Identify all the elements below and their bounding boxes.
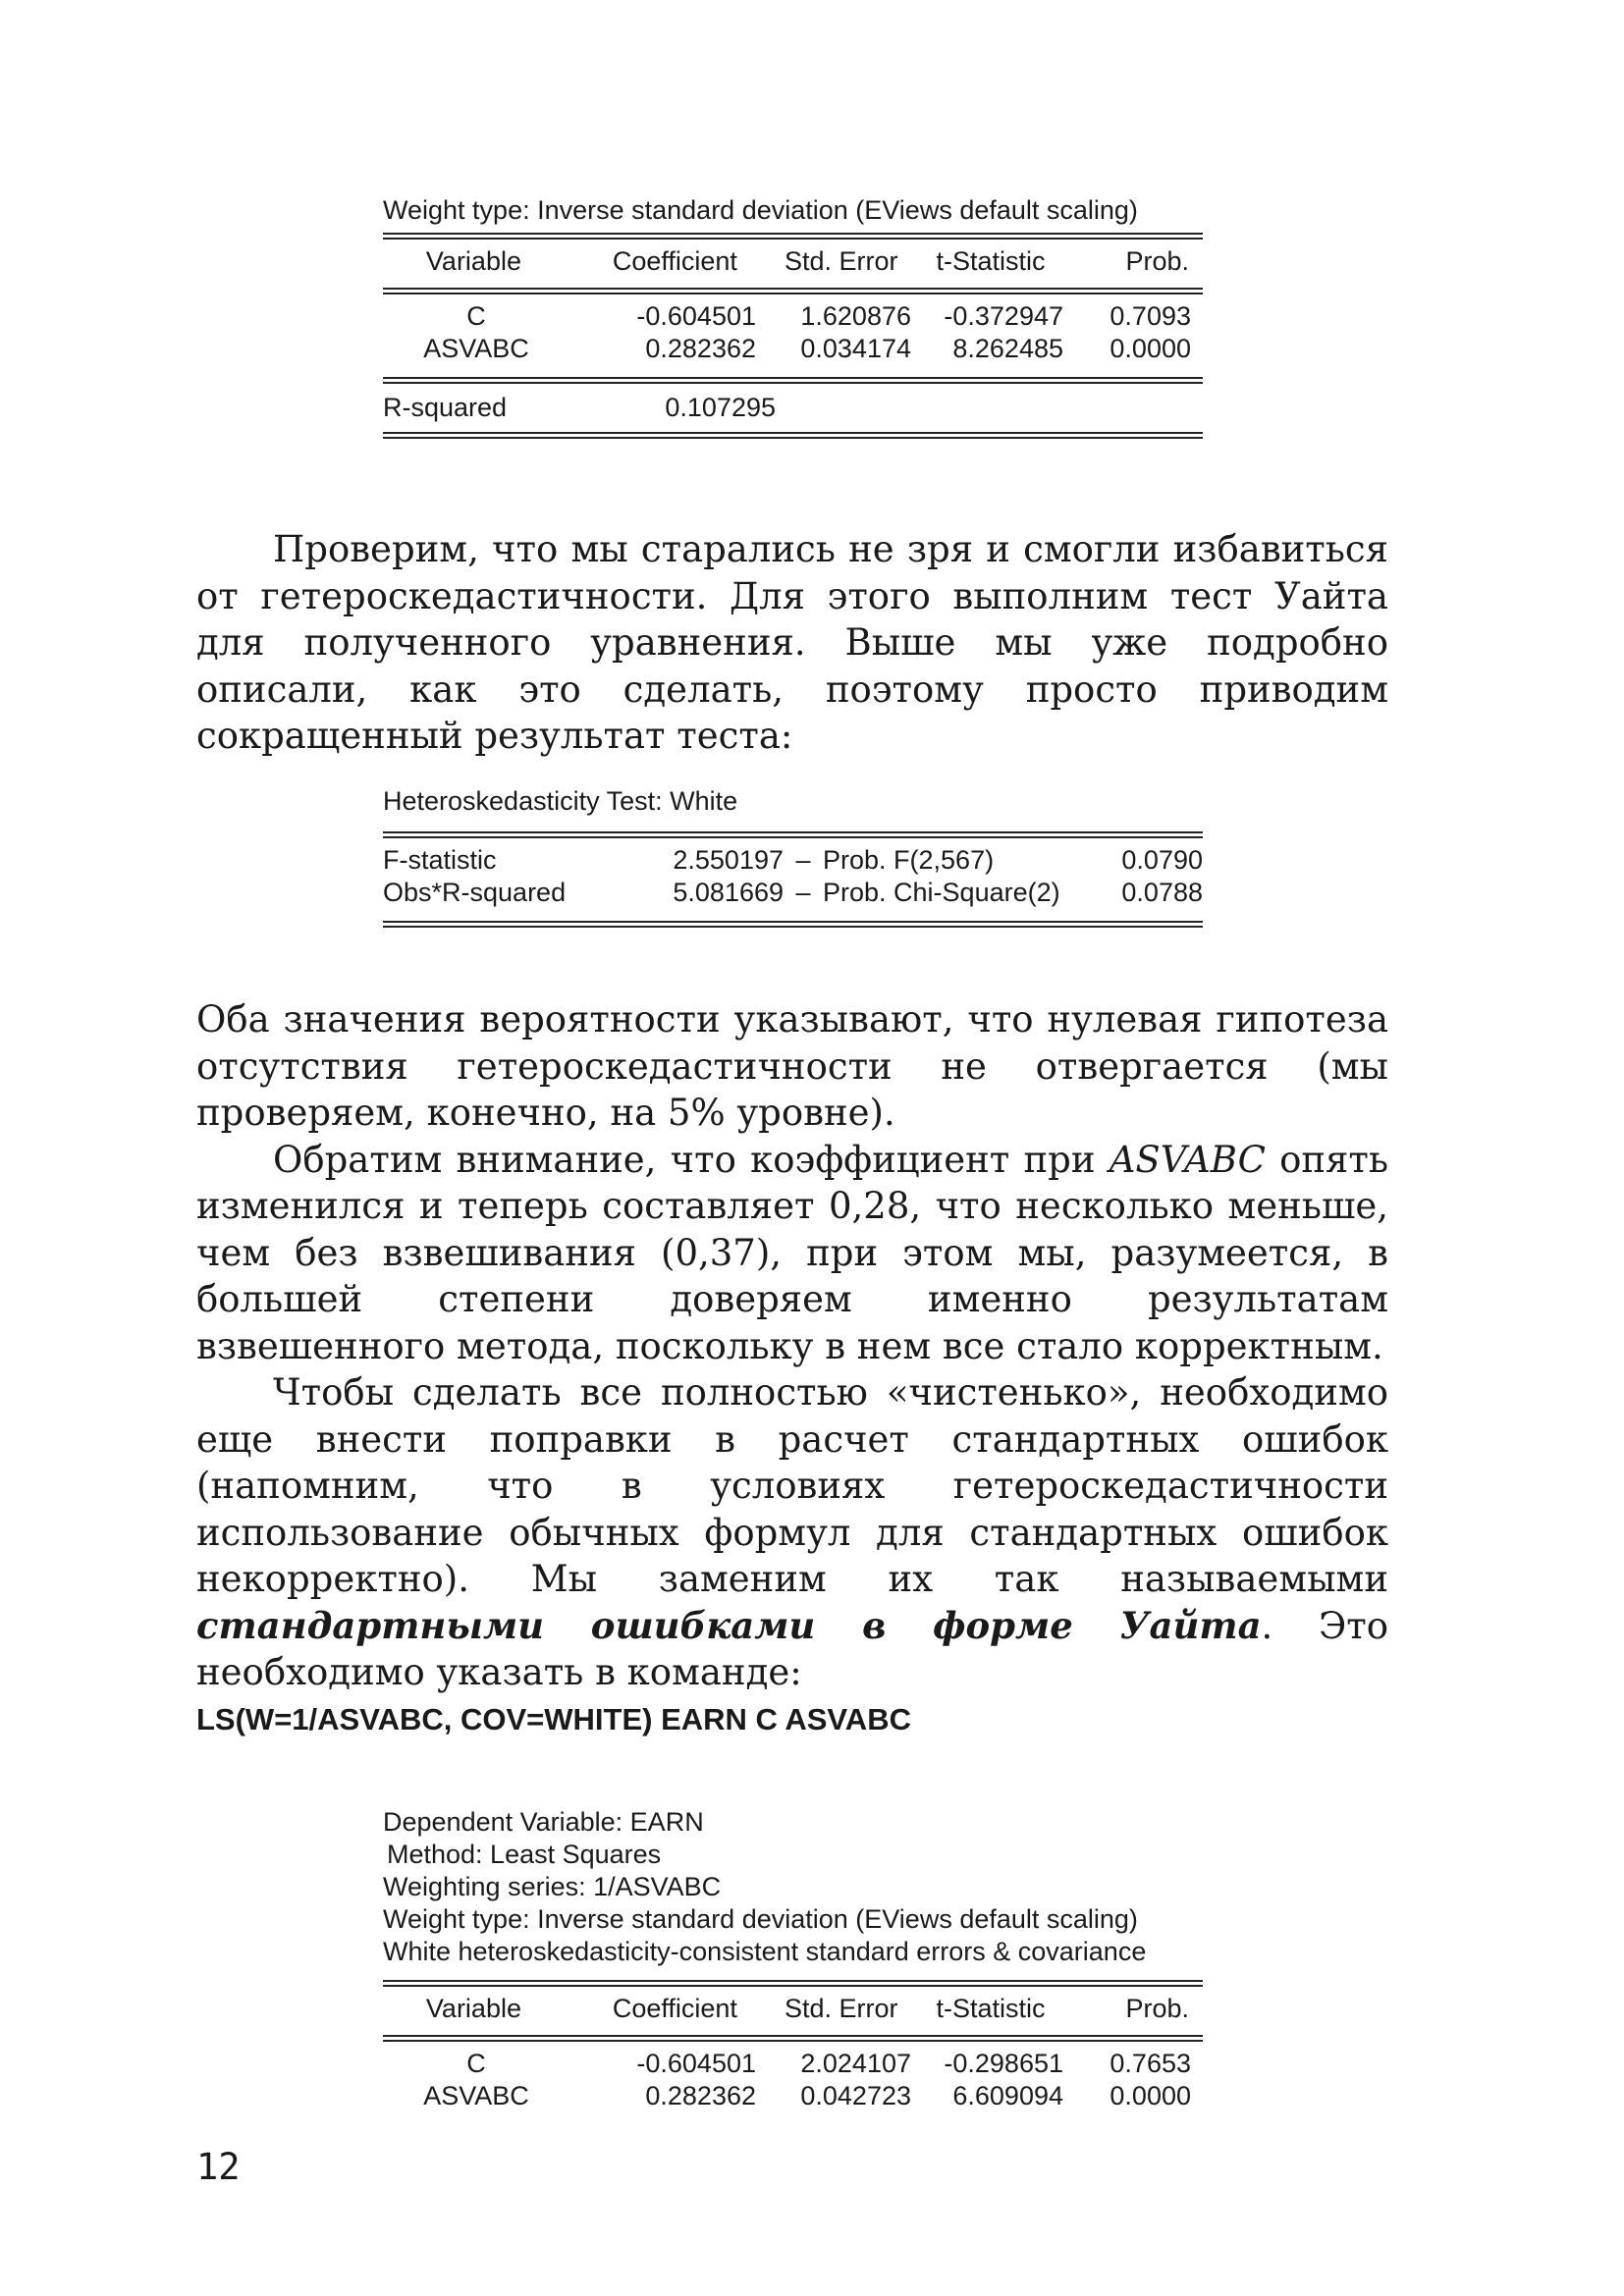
weight-type-line: Weight type: Inverse standard deviation (EViews default scaling) [383,195,1138,225]
table-rule [383,831,1203,838]
eviews-command: LS(W=1/ASVABC, COV=WHITE) EARN C ASVABC [196,1702,911,1736]
cell-prob: 0.7653 [1110,2049,1191,2078]
cell-coefficient: 0.282362 [645,2081,756,2110]
table-rule [383,288,1203,294]
cell-coefficient: -0.604501 [636,2049,756,2078]
cell-t-statistic: 6.609094 [952,2081,1063,2110]
col-prob: Prob. [1125,1994,1190,2023]
prob-value: 0.0790 [1121,845,1203,875]
col-coefficient: Coefficient [612,246,737,276]
paragraph-4: Чтобы сделать все полностью «чистенько», необходимо еще внести поправки в расчет стандартных ошибок (напомним, что в условиях гетероскедастичности использование обычных формул для стандартных ошибок некорректно). Мы заменим их так называемыми стандартными ошибками в форме Уайта. Это необходимо указать в команде: [196,1371,1388,1693]
table-row [383,844,1203,877]
cell-t-statistic: -0.298651 [944,2049,1063,2078]
weighting-series-line: Weighting series: 1/ASVABC [383,1872,722,1901]
dependent-variable-line: Dependent Variable: EARN [383,1807,704,1837]
table-header-row [383,1993,1203,2025]
table-row [383,300,1203,333]
paragraph-1 [196,526,1388,760]
table-row [383,333,1203,365]
col-std-error: Std. Error [784,1994,898,2023]
cell-prob: 0.0000 [1110,334,1191,363]
stat-value: 5.081669 [673,878,784,907]
stat-label: Obs*R-squared [383,878,567,907]
white-test-title: Heteroskedasticity Test: White [383,786,738,816]
cell-prob: 0.0000 [1110,2081,1191,2110]
r-squared-label: R-squared [383,393,508,422]
cell-std-error: 0.042723 [800,2081,911,2110]
cell-std-error: 0.034174 [800,334,911,363]
cell-variable: C [466,301,486,331]
r-squared-value: 0.107295 [665,393,776,422]
variable-name: ASVABC [1109,1138,1266,1181]
col-prob: Prob. [1125,246,1190,276]
paragraph-1-text: Проверим, что мы старались не зря и смогли избавиться от гетероскедастичности. Для этого выполним тест Уайта для полученного уравнения. Выше мы уже подробно описали, как это сделать, поэтому просто приводим сокращенный результат теста: [196,528,1388,757]
method-line: Method: Least Squares [387,1840,662,1869]
cell-t-statistic: -0.372947 [944,301,1063,331]
table-rule [383,233,1203,240]
cell-std-error: 2.024107 [800,2049,911,2078]
table-row [383,2048,1203,2080]
table-row [383,877,1203,909]
r-squared-row [383,392,1203,424]
col-variable: Variable [425,246,521,276]
cell-variable: C [466,2049,486,2078]
stat-dash: – [795,878,811,907]
cell-coefficient: -0.604501 [636,301,756,331]
page-number: 12 [196,2146,241,2188]
stat-value: 2.550197 [673,845,784,875]
col-t-statistic: t-Statistic [936,1994,1046,2023]
col-variable: Variable [425,1994,521,2023]
weight-type-line: Weight type: Inverse standard deviation (EViews default scaling) [383,1904,1138,1934]
table-rule [383,377,1203,384]
regression-table-1 [383,194,1203,445]
cell-prob: 0.7093 [1110,301,1191,331]
table-rule [383,921,1203,928]
regression-table-2 [383,1806,1203,2112]
prob-value: 0.0788 [1121,878,1203,907]
table-header-row [383,245,1203,278]
prob-label: Prob. F(2,567) [823,845,995,875]
col-coefficient: Coefficient [612,1994,737,2023]
prob-label: Prob. Chi-Square(2) [823,878,1060,907]
white-errors-line: White heteroskedasticity-consistent standard errors & covariance [383,1937,1147,1966]
paragraph-2: Оба значения вероятности указывают, что нулевая гипотеза отсутствия гетероскедастичности не отвергается (мы проверяем, конечно, на 5% уровне). [196,998,1388,1134]
white-test-table [383,785,1203,934]
col-std-error: Std. Error [784,246,898,276]
stat-label: F-statistic [383,845,497,875]
cell-std-error: 1.620876 [800,301,911,331]
cell-coefficient: 0.282362 [645,334,756,363]
stat-dash: – [795,845,811,875]
cell-variable: ASVABC [423,334,529,363]
emphasis-term: стандартными ошибками в форме Уайта [196,1603,1262,1647]
body-text [196,996,1388,1696]
col-t-statistic: t-Statistic [936,246,1046,276]
paragraph-3: Обратим внимание, что коэффициент при ASVABC опять изменился и теперь составляет 0,28, что несколько меньше, чем без взвешивания (0,37), при этом мы, разумеется, в большей степени доверяем именно результатам взвешенного метода, поскольку в нем все стало корректным. [196,1138,1388,1367]
table-rule [383,1980,1203,1987]
cell-variable: ASVABC [423,2081,529,2110]
table-rule [383,2035,1203,2042]
cell-t-statistic: 8.262485 [952,334,1063,363]
table-row [383,2080,1203,2112]
table-rule [383,432,1203,439]
